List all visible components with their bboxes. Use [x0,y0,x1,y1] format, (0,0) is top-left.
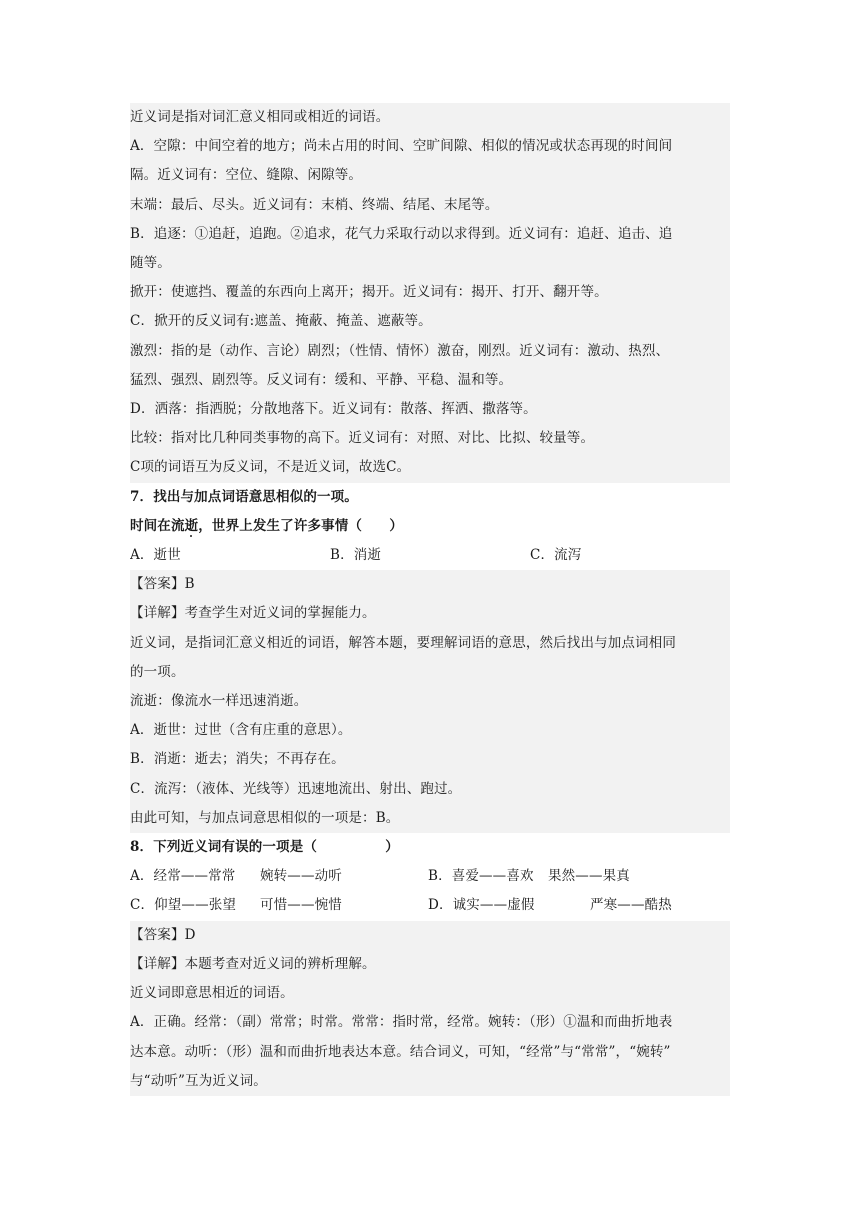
text-line: 近义词即意思相近的词语。 [130,985,294,1002]
text-line: 比较：指对比几种同类事物的高下。近义词有：对照、对比、比拟、较量等。 [130,430,595,447]
answer-block-q7 [130,570,730,833]
option-a-pair-2: 婉转——动听 [260,868,342,885]
text-line: A．正确。经常：（副）常常；时常。常常：指时常，经常。婉转：（形）①温和而曲折地表 [130,1014,673,1031]
answer-label: 【答案】D [130,926,196,943]
text-line: A．逝世：过世（含有庄重的意思）。 [130,722,352,739]
option-d-pair-1: D．诚实——虚假 [428,897,535,914]
question-8-options-row-2 [130,891,730,920]
question-8-title: 8．下列近义词有误的一项是（ ） [130,839,399,856]
text-line: A．空隙：中间空着的地方；尚未占用的时间、空旷间隙、相似的情况或状态再现的时间间 [130,138,673,155]
stem-text: 时间在流 [130,517,185,534]
text-line: C．流泻：（液体、光线等）迅速地流出、射出、跑过。 [130,780,462,797]
question-8 [130,833,730,921]
detail-label: 【详解】考查学生对近义词的掌握能力。 [130,605,376,622]
question-7 [130,483,730,571]
text-line: 流逝：像流水一样迅速消逝。 [130,693,308,710]
answer-label: 【答案】B [130,576,195,593]
question-7-options [130,541,730,570]
option-a-pair-1: A．经常——常常 [130,868,236,885]
text-line: D．洒落：指洒脱；分散地落下。近义词有：散落、挥洒、撒落等。 [130,401,537,418]
text-line: 由此可知，与加点词意思相似的一项是：B。 [130,809,400,826]
explanation-block-q6 [130,103,730,483]
answer-block-q8 [130,921,730,1096]
text-line: 的一项。 [130,663,185,680]
text-line: 隔。近义词有：空位、缝隙、闲隙等。 [130,167,363,184]
text-line: B．追逐：①追赶，追跑。②追求，花气力采取行动以求得到。近义词有：追赶、追击、追 [130,225,673,242]
text-line: 与“动听”互为近义词。 [130,1072,267,1089]
question-7-stem [130,512,730,541]
stem-text: ，世界上发生了许多事情（ ） [198,517,404,534]
option-c: C．流泻 [530,547,582,564]
text-line: 激烈：指的是（动作、言论）剧烈；（性情、情怀）激奋，刚烈。近义词有：激动、热烈、 [130,342,670,359]
text-line: 随等。 [130,255,171,272]
option-b-pair-1: B．喜爱——喜欢 [428,868,534,885]
text-line: B．消逝：逝去；消失；不再存在。 [130,751,345,768]
option-a: A．逝世 [130,547,181,564]
option-c-pair-2: 可惜——惋惜 [260,897,342,914]
option-b-pair-2: 果然——果真 [548,868,630,885]
text-line: 达本意。动听：（形）温和而曲折地表达本意。结合词义，可知，“经常”与“常常”，“婉转” [130,1043,671,1060]
question-7-title: 7．找出与加点词语意思相似的一项。 [130,488,358,505]
option-c-pair-1: C．仰望——张望 [130,897,237,914]
detail-label: 【详解】本题考查对近义词的辨析理解。 [130,955,376,972]
text-line: 近义词，是指词汇意义相近的词语，解答本题，要理解词语的意思，然后找出与加点词相同 [130,634,676,651]
option-b: B．消逝 [330,547,382,564]
text-line: 掀开：使遮挡、覆盖的东西向上离开；揭开。近义词有：揭开、打开、翻开等。 [130,284,608,301]
question-8-options-row-1 [130,862,730,891]
document-page [130,103,730,1096]
text-line: C项的词语互为反义词，不是近义词，故选C。 [130,459,411,476]
text-line: C．掀开的反义词有:遮盖、掩蔽、掩盖、遮蔽等。 [130,313,432,330]
text-line: 猛烈、强烈、剧烈等。反义词有：缓和、平静、平稳、温和等。 [130,371,513,388]
dotted-character: 逝 [184,517,199,534]
text-line: 末端：最后、尽头。近义词有：末梢、终端、结尾、末尾等。 [130,196,499,213]
option-d-pair-2: 严寒——酷热 [590,897,672,914]
text-line: 近义词是指对词汇意义相同或相近的词语。 [130,109,390,125]
